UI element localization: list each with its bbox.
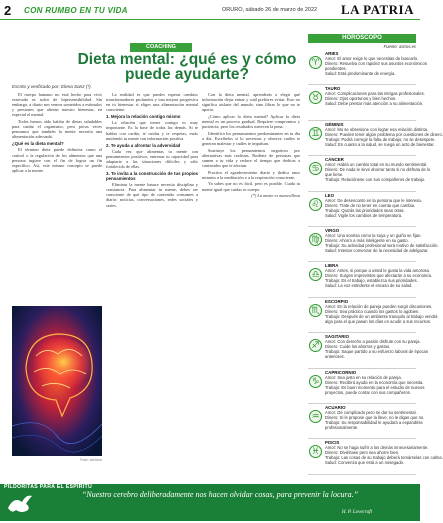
- sign-text: Dinero: Recibirá ayuda en la economía que necesita.: [325, 379, 424, 385]
- paragraph: Identifica los pensamientos predominantes en tu día a día. Escríbelos si lo necesitas y observa cuáles te generan malestar y cuáles te impulsan.: [202, 130, 300, 147]
- footer-quote: “Nuestro cerebro deliberadamente nos hacen olvidar cosas, para prevenir la locura.”: [81, 490, 359, 499]
- sign-name: TAURO: [325, 86, 341, 92]
- page-number: 2: [4, 3, 12, 18]
- sign-text: Salud: Convenza que está a un nosegado.: [325, 460, 405, 466]
- horoscope-sign: [308, 298, 438, 333]
- sign-text: Trabajo: Su responsabilidad le ayudará a expandirse: [325, 419, 423, 425]
- sign-name: PISCIS: [325, 440, 340, 446]
- sign-text: Amor: De desencanto en la persona que le interesa.: [325, 197, 422, 203]
- sign-text: Trabajo: Es el trabajo, establezca sus prioridades.: [325, 278, 418, 284]
- sign-text: Salud: Intentar comenzar de la necesidad de adelgazar.: [325, 247, 429, 253]
- sign-text: proyectos, puede contar con sus compañeros.: [325, 389, 411, 395]
- zodiac-icon: ♎: [309, 268, 322, 281]
- zodiac-icon: ♏: [309, 304, 322, 317]
- paragraph: Todos hemos oído hablar de dietas saludables para cuidar el organismo, pero pocas veces pensamos que también la mente necesita una alimentación adecuada.: [12, 119, 102, 140]
- sign-text: Dinero: Ahorro a más inteligente en su gasto.: [325, 237, 409, 243]
- subheading: 3. Te invita a la construcción de tus propios pensamientos: [106, 171, 198, 182]
- paragraph: El término dieta puede definirse como el control o la regulación de los alimentos que una persona ingiere con el fin de lograr un fin específico. Así, este mismo concepto se puede aplicar a la mente.: [12, 147, 102, 173]
- zodiac-icon: ♒: [309, 410, 322, 423]
- sign-text: Dinero: Trate de no tener en cuenta que cambia.: [325, 202, 416, 208]
- sign-text: Amor: En la relación de pareja pueden surgir discusiones.: [325, 303, 433, 309]
- sign-text: Amor: El amor exige lo que necesitas de buscarlo.: [325, 56, 419, 61]
- paragraph: Practica el agradecimiento diario y dedica unos minutos a la meditación o a la respiración consciente.: [202, 169, 300, 180]
- horoscope-sign: [308, 439, 443, 474]
- sign-name: CÁNCER: [325, 157, 344, 163]
- location-date: ORURO, sábado 26 de marzo de 2022: [222, 7, 318, 13]
- footer-label: PILDORITAS PARA EL ESPIRITU: [4, 484, 93, 490]
- horoscope-sign: [308, 262, 433, 297]
- sign-text: Amor: No se haga sufrir a los demás innecesariamente.: [325, 445, 429, 451]
- paragraph: El cuerpo humano no está hecho para vivir estresado ni sufrir de hipersensibilidad. Sin embargo, a diario nos vemos sometidos a estímulos y presiones que alteran nuestro bienestar, en especial el mental.: [12, 92, 102, 118]
- subheading: 2. Te ayuda a afrontar la adversidad: [106, 142, 181, 148]
- sign-text: Dinero: Sea práctico cuando los gastos lo agobien.: [325, 308, 420, 314]
- dove-icon: [6, 492, 34, 518]
- sign-text: Trabajo: Su actividad profesional será motivo de satisfacción.: [325, 242, 439, 248]
- sign-name: GÉMINIS: [325, 121, 344, 127]
- sign-text: Salud: Está predominante de energía.: [325, 71, 396, 76]
- sign-text: algo para el que pasan los días en acudir a sus recursos.: [325, 318, 432, 324]
- horoscope-sign: [308, 121, 443, 156]
- sign-text: Amor: Antes, si porque a usted le gusta la vida amorosa.: [325, 268, 430, 274]
- paragraph: Eliminar la mente basura necesita disciplina y constancia. Para alimentar tu mente, debes ser consciente de qué tipo de contenido consumes a diario: noticias, conversaciones, redes sociales y series.: [106, 182, 198, 208]
- horoscope-sign: [308, 156, 431, 191]
- sign-text: Dinero: Si le propone que la lleve, no le digas que no.: [325, 414, 425, 420]
- author-note: (*) La mente es maravillosa: [251, 193, 300, 199]
- sign-text: anteriores.: [325, 354, 345, 360]
- article-column-2: [106, 92, 198, 483]
- sign-list: [308, 50, 443, 475]
- horoscope-sign: [308, 404, 425, 439]
- article-column-3: [202, 92, 300, 483]
- sign-text: Salud: Vigile los cambios de temperatura.: [325, 212, 403, 218]
- sign-name: VIRGO: [325, 227, 340, 233]
- sign-text: Dinero: Pueden tener algún problema por cuestiones de dinero.: [325, 131, 443, 137]
- subheading: 1. Mejora la relación contigo mismo: [106, 114, 181, 120]
- sign-text: Trabajo: Podrá corregir la falta de trabajo; no se desespere.: [325, 136, 436, 142]
- sign-text: Amor: Habrá un cambio total en su mundo sentimental.: [325, 162, 428, 168]
- section-title: CON RUMBO EN TU VIDA: [24, 6, 128, 15]
- horoscope-panel: [308, 34, 443, 490]
- sign-name: ESCORPIO: [325, 298, 349, 304]
- sign-text: profesionalmente.: [325, 424, 359, 430]
- paragraph: Cada vez que alimentas tu mente con pensamientos positivos, entrenas tu capacidad para adaptarte a las situaciones difíciles y salir fortalecido de ellas.: [106, 148, 198, 170]
- sign-name: ARIES: [325, 51, 339, 56]
- sign-text: Salud: La voz estridente el escaso de su salud.: [325, 283, 413, 289]
- paragraph: ¿Cómo aplicar la dieta mental? Aplicar la dieta mental es un proceso gradual. Requiere compromiso y paciencia, pero los resultados merecen la pena.: [202, 113, 300, 130]
- page-header: [0, 0, 420, 20]
- subheading: ¿Qué es la dieta mental?: [12, 141, 64, 147]
- paragraph: La realidad es que puedes esperar cambios transformadores profundos y una mejora progresiva en tu bienestar si eliges una alimentación mental consciente.: [106, 92, 198, 113]
- kicker-label: COACHING: [130, 43, 192, 52]
- image-credit: Foto: archivo: [80, 458, 102, 462]
- paragraph: Sustituye los pensamientos negativos por alternativas más realistas. Rodéate de personas que sumen a tu vida y reduce el tiempo que dedicas a contenidos que te afectan.: [202, 147, 300, 168]
- zodiac-icon: ♌: [309, 198, 322, 211]
- sign-text: Amor: Una sonrisa como la suya y un guiño se fijan.: [325, 232, 422, 238]
- horoscope-sign: [308, 192, 422, 227]
- sign-text: Dinero: Ojos oportunos y bien hechos.: [325, 96, 397, 102]
- sign-text: Salud: En cuanto a la salud, se ruega un acto de bienestar.: [325, 141, 435, 147]
- brain-illustration: [12, 306, 102, 456]
- sign-name: SAGITARIO: [325, 334, 350, 340]
- zodiac-icon: ♈: [309, 56, 322, 69]
- sign-text: Trabajo: Es buen momento para el estudio de nuevos: [325, 384, 425, 390]
- paragraph: La relación que tienes contigo es muy importante. Es la base de todas las demás. Si te hablas con cariño, te cuidas y te respetas, estás nutriendo tu mente con información positiva.: [106, 120, 198, 141]
- sign-text: Dinero: De nada le sirve ahorrar tanto si no disfruta de lo: [325, 167, 431, 173]
- article-title: Dieta mental: ¿qué es y cómo puede ayudarte?: [77, 51, 297, 83]
- sign-text: Trabajo: Después de un ambiente tranquilo al trabajo vendrá: [325, 313, 438, 319]
- zodiac-icon: ♍: [309, 233, 322, 246]
- zodiac-icon: ♉: [309, 91, 322, 104]
- sign-text: Amor: Mo se obsesione con lograr esa relación distinta.: [325, 126, 429, 132]
- sign-text: Amor: Sea justo en su relación de pareja.: [325, 374, 402, 380]
- horoscope-heading: HORÓSCOPO: [308, 34, 416, 43]
- masthead: LA PATRIA: [341, 2, 414, 17]
- sign-name: CAPRICORNIO: [325, 369, 357, 375]
- sign-text: Trabajo: Saque partido a su esfuerzo laboral de épocas: [325, 349, 428, 355]
- sign-text: Trabajo: Las cosas de su trabajo deberá tomárselas con calma.: [325, 455, 443, 461]
- zodiac-icon: ♓: [309, 445, 322, 458]
- horoscope-source: Fuente: astros.es: [383, 44, 416, 49]
- quote-author: H. P. Lovecraft: [341, 510, 372, 515]
- byline: Escrito y verificado por: Elena Sanz (*): [12, 84, 91, 89]
- footer-banner: [0, 484, 420, 521]
- paragraph: Con la dieta mental, aprenderás a elegir qué información dejas entrar y cuál prefieres evitar. Esto no significa aislarte del mundo, sino filtrar lo que no te aporta.: [202, 92, 300, 113]
- sign-text: Trabajo: Relaciónese con sus compañeros de trabajo.: [325, 177, 426, 183]
- sign-text: Trabajo: Quizás las prioridades sean otras.: [325, 207, 405, 213]
- sign-text: Salud: Debe prestar más atención a su alimentación.: [325, 101, 424, 107]
- zodiac-icon: ♑: [309, 375, 322, 388]
- zodiac-icon: ♋: [309, 162, 322, 175]
- zodiac-icon: ♐: [309, 339, 322, 352]
- sign-text: Amor: Con derecho a pasión disfrute con su pareja.: [325, 339, 421, 345]
- sign-name: LEO: [325, 192, 335, 198]
- sign-text: que tiene.: [325, 172, 344, 178]
- sign-name: ACUARIO: [325, 404, 346, 410]
- horoscope-sign: [308, 227, 439, 262]
- zodiac-icon: ♊: [309, 127, 322, 140]
- article-column-1: [12, 92, 102, 304]
- horoscope-sign: [308, 369, 425, 404]
- sign-text: Dinero: Diviértase pero sea ahorre bien.: [325, 450, 400, 456]
- paragraph: Ya sabes que no es fácil, pero es posible. Cuida tu mente igual que cuidas tu cuerpo.: [202, 181, 300, 192]
- horoscope-sign: [308, 333, 428, 368]
- sign-text: Dinero: Surgen imprevistos que afectarán a su economía.: [325, 273, 433, 279]
- horoscope-sign: [308, 85, 425, 120]
- sign-text: Dinero: Resuelva con rapidez sus asuntos económicos: [325, 61, 427, 66]
- sign-text: pendientes.: [325, 66, 347, 71]
- sign-text: Dinero: Cuide los ahorros y gastos.: [325, 344, 391, 350]
- sign-text: Amor: Complicaciones para las intrigas profesionales.: [325, 91, 425, 97]
- horoscope-sign: [308, 50, 427, 85]
- sign-name: LIBRA: [325, 263, 339, 269]
- sign-text: Amor: Dé complicado pero se dar su sentimental.: [325, 409, 417, 415]
